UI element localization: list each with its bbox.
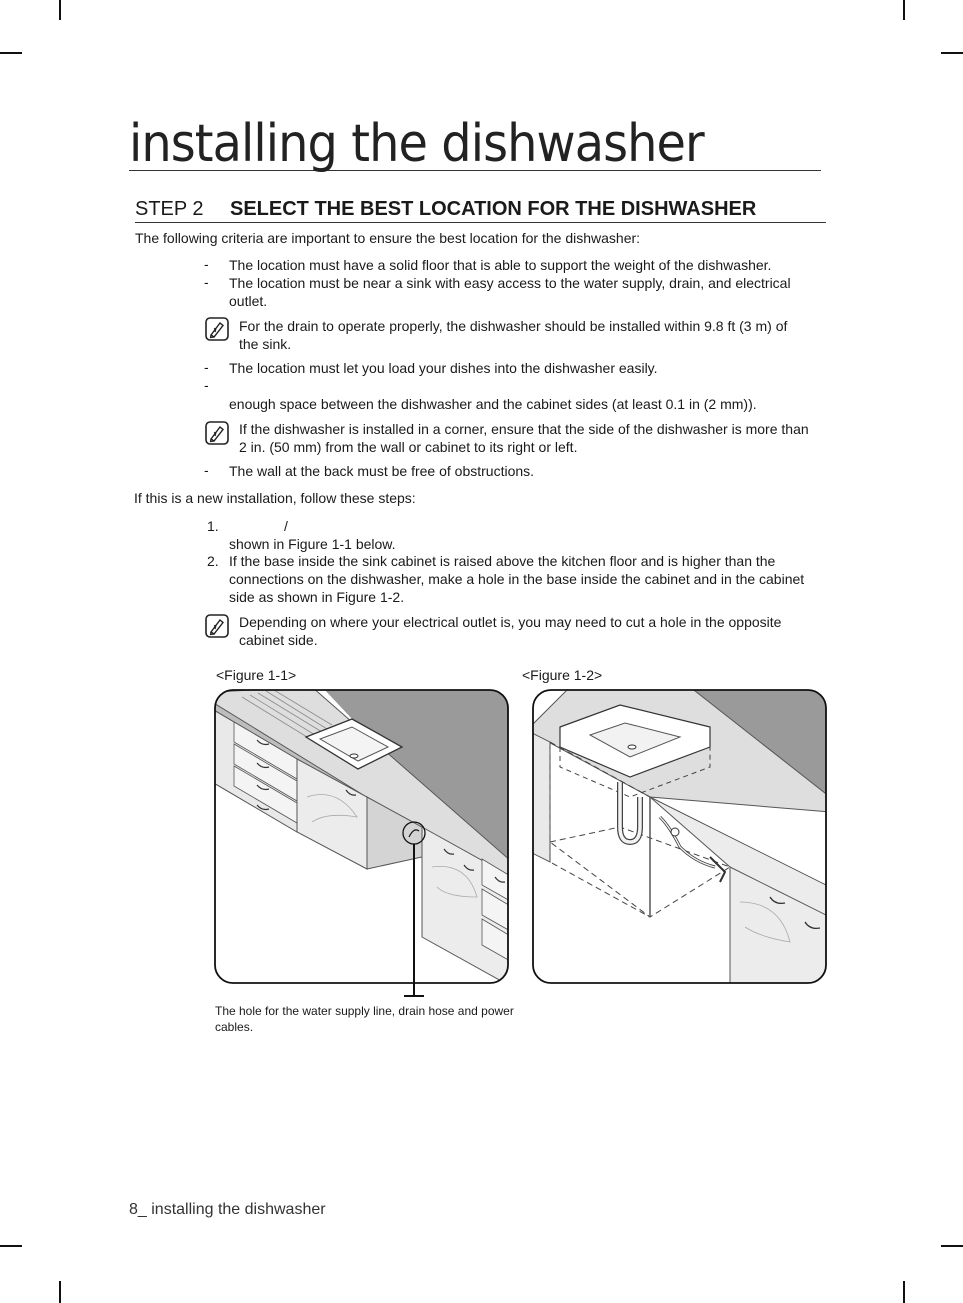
crop-mark [0,52,22,54]
bullet-dash: - [204,274,209,290]
figure-1-1-label: <Figure 1-1> [216,667,297,683]
bullet-dash: - [204,462,209,478]
note-icon [205,317,229,341]
crop-mark [59,1281,61,1303]
note-icon [205,614,229,638]
page-title: installing the dishwasher [129,118,821,171]
note-text: 2 in. (50 mm) from the wall or cabinet to its right or left. [239,439,578,455]
step-text: If the base inside the sink cabinet is raised above the kitchen floor and is higher than the [229,553,776,569]
criteria-item: enough space between the dishwasher and the cabinet sides (at least 0.1 in (2 mm)). [229,396,757,412]
note-icon [205,421,229,445]
page-footer: 8_ installing the dishwasher [129,1201,326,1218]
figure-1-2-illustration [530,687,830,987]
crop-mark [941,1245,963,1247]
figure-1-2-label: <Figure 1-2> [522,667,603,683]
criteria-item: The location must be near a sink with easy access to the water supply, drain, and electrical [229,275,791,291]
crop-mark [59,0,61,20]
step-text: shown in Figure 1-1 below. [229,536,396,552]
note-text: Depending on where your electrical outlet is, you may need to cut a hole in the opposite [239,614,782,630]
criteria-item: The location must have a solid floor that is able to support the weight of the dishwasher. [229,257,772,273]
intro-text: The following criteria are important to ensure the best location for the dishwasher: [135,230,641,246]
bullet-dash: - [204,377,209,393]
criteria-item: The location must let you load your dishes into the dishwasher easily. [229,360,658,376]
step-heading: SELECT THE BEST LOCATION FOR THE DISHWASHER [230,198,757,220]
leader-line [413,844,415,996]
note-text: For the drain to operate properly, the dishwasher should be installed within 9.8 ft (3 m) of [239,318,788,334]
figure-caption: The hole for the water supply line, drain hose and power cables. [215,1004,514,1034]
bullet-dash: - [204,359,209,375]
criteria-item: The wall at the back must be free of obstructions. [229,463,535,479]
figure-1-1-illustration [212,687,512,987]
crop-mark [0,1245,22,1247]
crop-mark [941,52,963,54]
new-install-intro: If this is a new installation, follow these steps: [134,490,416,506]
step-num: 2. [207,553,219,569]
note-text: the sink. [239,336,292,352]
step-num: 1. [207,518,219,534]
crop-mark [903,0,905,20]
criteria-item: outlet. [229,293,268,309]
step-text: / [284,518,288,534]
leader-line-foot [404,995,424,997]
step-text: connections on the dishwasher, make a hole in the base inside the cabinet and in the cabinet [229,571,805,587]
bullet-dash: - [204,256,209,272]
step-number: STEP 2 [135,198,204,220]
step-text: side as shown in Figure 1-2. [229,589,405,605]
crop-mark [903,1281,905,1303]
note-text: If the dishwasher is installed in a corner, ensure that the side of the dishwasher is more than [239,421,809,437]
note-text: cabinet side. [239,632,318,648]
step-header [135,197,826,223]
